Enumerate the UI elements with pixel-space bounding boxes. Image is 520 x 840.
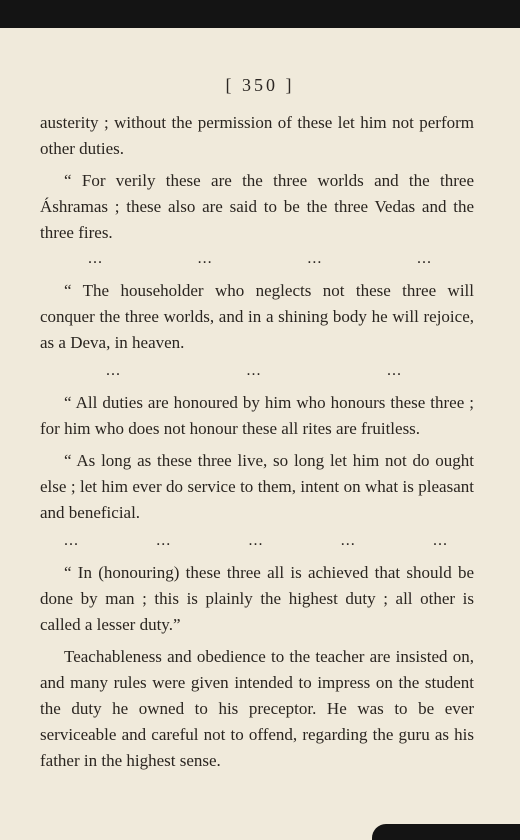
paragraph-2: “ For verily these are the three worlds and the three Áshramas ; these also are said to be the three Vedas and the three fires. [40,171,474,242]
ellipsis: ... [246,362,262,379]
ellipsis-row [40,534,474,560]
ellipsis: ... [387,362,402,379]
overlay-corner [372,824,520,840]
paragraph-4: “ All duties are honoured by him who honours these three ; for him who does not honour these all rites are fruitless. [40,393,474,438]
ellipsis-row [40,364,474,390]
ellipsis: ... [156,532,172,549]
book-page [0,28,520,840]
ellipsis: ... [64,532,79,549]
top-bar [0,0,520,28]
paragraph-1: austerity ; without the permission of these let him not perform other duties. [40,113,474,158]
page-body [40,110,474,774]
ellipsis: ... [307,250,323,267]
ellipsis: ... [197,250,213,267]
ellipsis: ... [248,532,264,549]
paragraph-7: Teachableness and obedience to the teacher are insisted on, and many rules were given intended to impress on the student the duty he owned to his preceptor. He was to be ever serviceable and careful not to offend, regarding the guru as his father in the highest sense. [40,647,474,770]
ellipsis: ... [433,532,448,549]
ellipsis: ... [88,250,103,267]
paragraph-3: “ The householder who neglects not these three will conquer the three worlds, and in a shining body he will rejoice, as a Deva, in heaven. [40,281,474,352]
ellipsis: ... [340,532,356,549]
ellipsis: ... [416,250,432,267]
paragraph-5: “ As long as these three live, so long let him not do ought else ; let him ever do service to them, intent on what is pleasant and beneficial. [40,451,474,522]
page-number: [ 350 ] [225,75,295,95]
ellipsis-row [40,252,474,278]
paragraph-6: “ In (honouring) these three all is achieved that should be done by man ; this is plainly the highest duty ; all other is called a lesser duty.” [40,563,474,634]
ellipsis: ... [106,362,121,379]
